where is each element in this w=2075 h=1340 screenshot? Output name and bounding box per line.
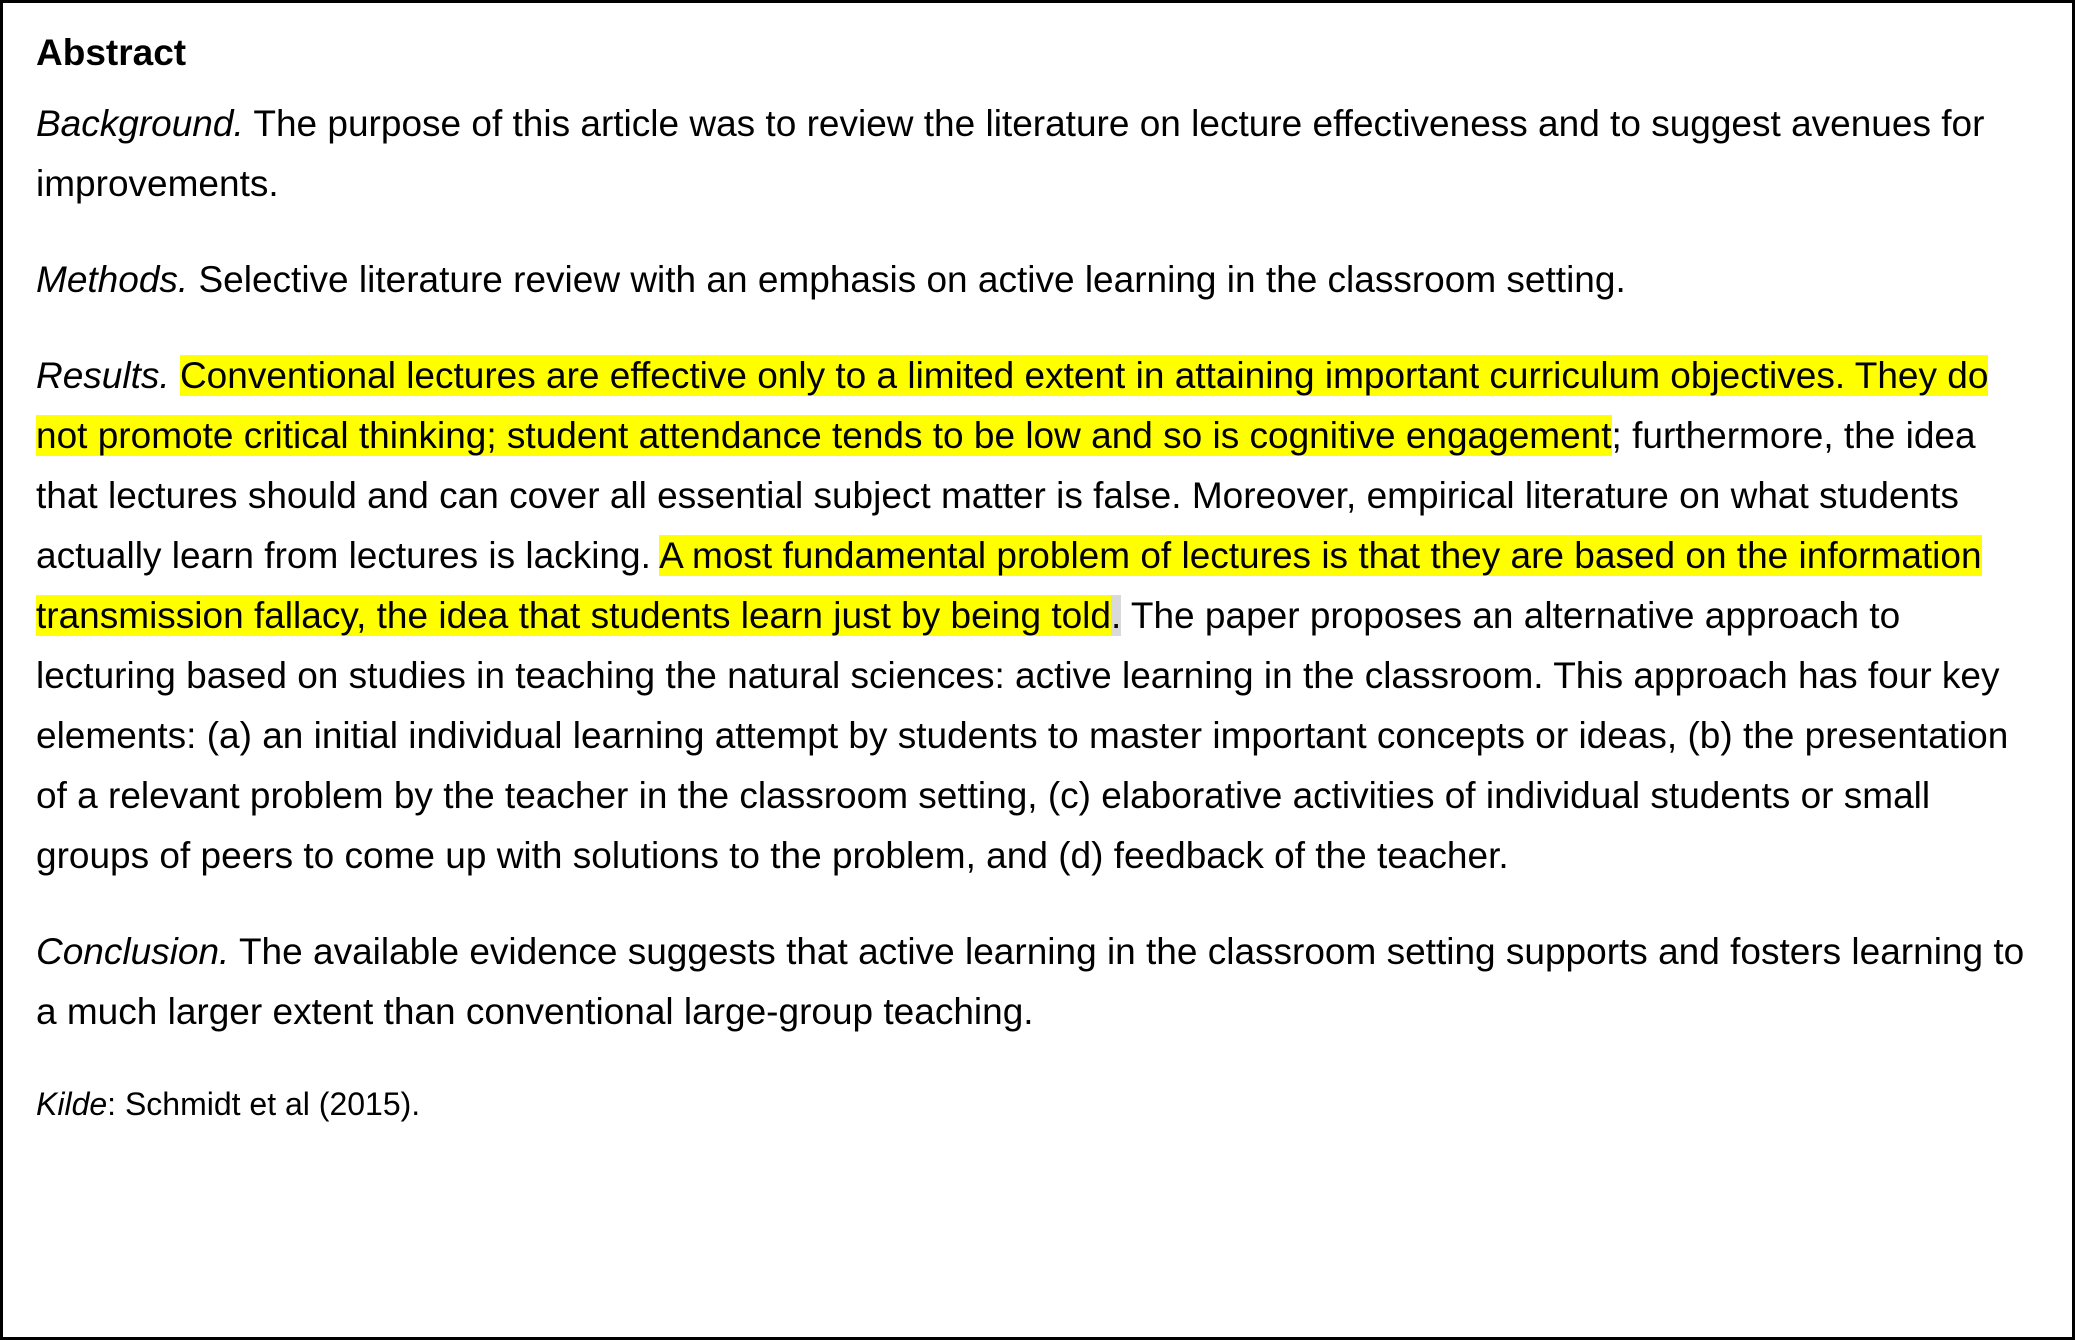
results-text-1: ; furthermore, the idea that lectures should and can cover all essential subject matter is false. Moreover, empirical literature on what students actually learn from lectures is lacking. <box>36 415 1976 576</box>
results-text-2: The paper proposes an alternative approach to lecturing based on studies in teaching the natural sciences: active learning in the classroom. This approach has four key elements: (a) an initial individual learning attempt by students to master important concepts or ideas, (b) the presentation of a relevant problem by the teacher in the classroom setting, (c) elaborative activities of individual students or small groups of peers to come up with solutions to the problem, and (d) feedback of the teacher. <box>36 595 2009 876</box>
source-citation <box>36 1074 2032 1134</box>
results-highlight-1: Conventional lectures are effective only to a limited extent in attaining important curriculum objectives. They do not promote critical thinking; student attendance tends to be low and so is cognitive engagement <box>36 355 1989 456</box>
results-paragraph <box>36 346 2032 886</box>
methods-text: Selective literature review with an emphasis on active learning in the classroom setting. <box>188 259 1626 300</box>
results-label: Results. <box>36 355 170 396</box>
results-highlight-2: A most fundamental problem of lectures is that they are based on the information transmission fallacy, the idea that students learn just by being told <box>36 535 1982 636</box>
background-paragraph <box>36 94 2032 214</box>
results-gap <box>170 355 180 396</box>
source-text: : Schmidt et al (2015). <box>107 1086 421 1122</box>
background-label: Background. <box>36 103 244 144</box>
conclusion-text: The available evidence suggests that active learning in the classroom setting supports and fosters learning to a much larger extent than conventional large-group teaching. <box>36 931 2025 1032</box>
methods-label: Methods. <box>36 259 189 300</box>
conclusion-paragraph <box>36 922 2032 1042</box>
methods-paragraph <box>36 250 2032 310</box>
results-highlight-period: . <box>1110 595 1122 636</box>
background-text: The purpose of this article was to review the literature on lecture effectiveness and to suggest avenues for improvements. <box>36 103 1985 204</box>
source-label: Kilde <box>36 1086 108 1122</box>
conclusion-label: Conclusion. <box>36 931 230 972</box>
abstract-heading: Abstract <box>36 32 187 73</box>
